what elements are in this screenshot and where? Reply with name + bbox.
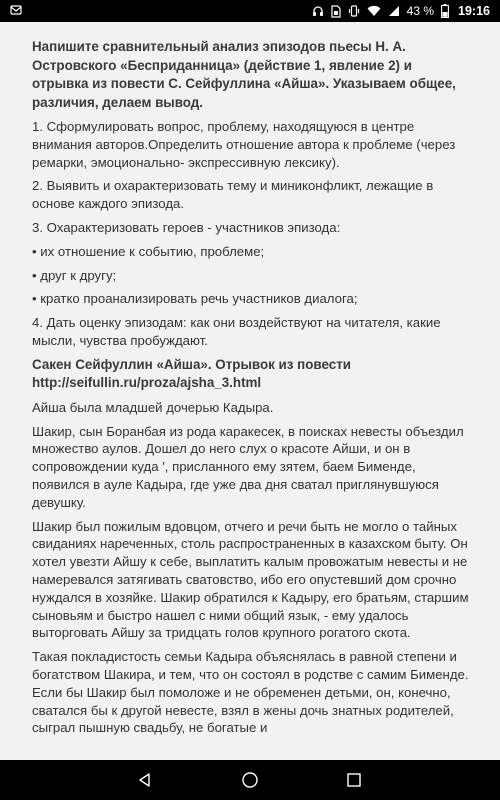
paragraph-1: Айша была младшей дочерью Кадыра. xyxy=(32,399,274,415)
status-right-icons xyxy=(312,0,490,22)
signal-icon xyxy=(388,5,400,17)
status-bar xyxy=(0,0,500,22)
back-button[interactable] xyxy=(133,768,157,792)
step-3-bullet-1: • их отношение к событию, проблеме; xyxy=(32,243,265,259)
back-icon xyxy=(137,772,153,788)
task-title: Напишите сравнительный анализ эпизодов пьесы Н. А. Островского «Бесприданница» (действие 1, явление 2) и отрывка из повести С. Сейфуллина «Айша». Указываем общее, различия, делаем вывод. xyxy=(32,39,456,110)
step-4: 4. Дать оценку эпизодам: как они воздействуют на читателя, какие мысли, чувства пробуждают. xyxy=(32,315,441,348)
step-3-bullet-3: • кратко проанализировать речь участников диалога; xyxy=(32,291,358,307)
home-button[interactable] xyxy=(238,768,262,792)
document-view[interactable] xyxy=(0,22,500,760)
clock: 19:16 xyxy=(458,4,490,18)
headphones-icon xyxy=(312,5,324,17)
paragraph-2: Шакир, сын Боранбая из рода каракесек, в поисках невесты объездил множество аулов. Дошел до него слух о красоте Айши, и он в сопровождении куда ', присланного ему зятем, баем Бименде, появился в ауле Кадыра, где уже два дня сватал приглянувшуюся девушку. xyxy=(32,423,464,510)
vibrate-icon xyxy=(348,5,360,17)
battery-icon xyxy=(441,4,449,18)
sim-icon xyxy=(331,5,341,18)
excerpt-title: Сакен Сейфуллин «Айша». Отрывок из повести http://seifullin.ru/proza/ajsha_3.html xyxy=(32,356,351,391)
recent-apps-icon xyxy=(346,772,362,788)
recent-apps-button[interactable] xyxy=(342,768,366,792)
step-3-bullet-2: • друг к другу; xyxy=(32,267,117,283)
document-text xyxy=(32,38,472,743)
navigation-bar xyxy=(0,760,500,800)
status-left-icons xyxy=(10,0,22,22)
step-2: 2. Выявить и охарактеризовать тему и миниконфликт, лежащие в основе каждого эпизода. xyxy=(32,178,434,212)
step-1: 1. Сформулировать вопрос, проблему, находящуюся в центре внимания авторов.Определить отношение автора к проблеме (через ремарки, эмоционально- экспрессивную лексику). xyxy=(32,119,456,170)
home-icon xyxy=(241,771,259,789)
paragraph-3: Шакир был пожилым вдовцом, отчего и речи быть не могло о тайных свиданиях нареченных, столь распространенных в казахском быту. Он хотел увезти Айшу к себе, выплатить калым провожатым невесты и не намеревался затягивать сватовство, ибо его опустевший дом срочно нуждался в хозяйке. Шакир обратился к Кадыру, его братьям, старшим сыновьям и быстро нашел с ними общий язык, - ему удалось выторговать Айшу за тридцать голов крупного рогатого скота. xyxy=(32,518,469,641)
notification-icon xyxy=(10,4,22,19)
wifi-icon xyxy=(367,5,381,17)
battery-percent: 43 % xyxy=(406,4,435,18)
paragraph-4: Такая покладистость семьи Кадыра объяснялась в равной степени и богатством Шакира, и тем, что он состоял в родстве с самим Бименде. Если бы Шакир был помоложе и не обременен детьми, он, конечно, сватался бы к другой невесте, взял в жены дочь знатных родителей, сыграл пышную свадьбу, не богатые и xyxy=(32,649,469,736)
step-3: 3. Охарактеризовать героев - участников эпизода: xyxy=(32,219,341,235)
